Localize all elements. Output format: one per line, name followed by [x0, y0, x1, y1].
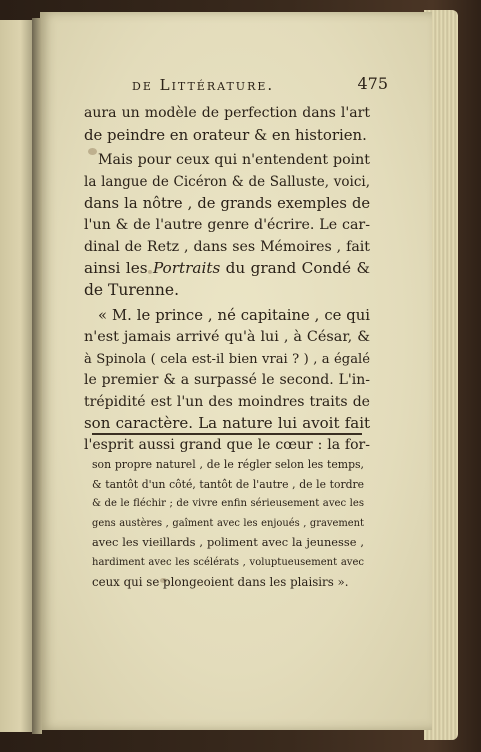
- text-line: Mais pour ceux qui n'entendent point: [98, 152, 370, 169]
- footnote-line: hardiment avec les scélérats , voluptueusement avec: [92, 556, 364, 568]
- page-gutter: [32, 18, 42, 734]
- text-line: l'esprit aussi grand que le cœur : la for-: [84, 436, 370, 453]
- footnote-line: avec les vieillards , poliment avec la jeunesse ,: [92, 535, 364, 550]
- text-line: son caractère. La nature lui avoit fait: [84, 414, 370, 433]
- footnote-line: son propre naturel , de le régler selon les temps,: [92, 458, 364, 471]
- footnote-line: gens austères , gaîment avec les enjoués , gravement: [92, 517, 364, 529]
- footnote-line: & de le fléchir ; de vivre enfin sérieusement avec les: [92, 498, 364, 510]
- running-head: de Littérature.: [132, 76, 275, 94]
- text-line: dans la nôtre , de grands exemples de: [84, 195, 370, 213]
- text-line: n'est jamais arrivé qu'à lui , à César, &: [84, 328, 370, 345]
- text-line: trépidité est l'un des moindres traits de: [84, 393, 370, 410]
- left-page-edge: [0, 20, 34, 732]
- paragraph: [84, 150, 370, 301]
- text-line-content: ainsi les Portraits du grand Condé &: [84, 259, 370, 278]
- body-text: [84, 103, 370, 457]
- text-line: dinal de Retz , dans ses Mémoires , fait: [84, 238, 370, 255]
- footnote-rule: [92, 433, 362, 435]
- page-number: 475: [357, 74, 388, 93]
- text-line: l'un & de l'autre genre d'écrire. Le car-: [84, 216, 370, 233]
- page-header: [88, 74, 388, 98]
- text-line: de Turenne.: [84, 280, 179, 299]
- text-line: aura un modèle de perfection dans l'art: [84, 105, 370, 121]
- text-line: le premier & a surpassé le second. L'in-: [84, 372, 370, 389]
- paragraph: [84, 103, 370, 146]
- italic-word: Portraits: [152, 259, 221, 278]
- footnote-line: & tantôt d'un côté, tantôt de l'autre , de le tordre: [92, 477, 364, 491]
- text-line: [84, 258, 370, 280]
- footnote: [92, 455, 364, 592]
- text-line: à Spinola ( cela est-il bien vrai ? ) , a égalé: [84, 351, 370, 367]
- text-line: « M. le prince , né capitaine , ce qui: [98, 307, 370, 325]
- footnote-line: ceux qui se plongeoient dans les plaisirs ».: [92, 574, 349, 589]
- text-line: la langue de Cicéron & de Salluste, voici,: [84, 173, 370, 190]
- text-line: de peindre en orateur & en historien.: [84, 125, 367, 144]
